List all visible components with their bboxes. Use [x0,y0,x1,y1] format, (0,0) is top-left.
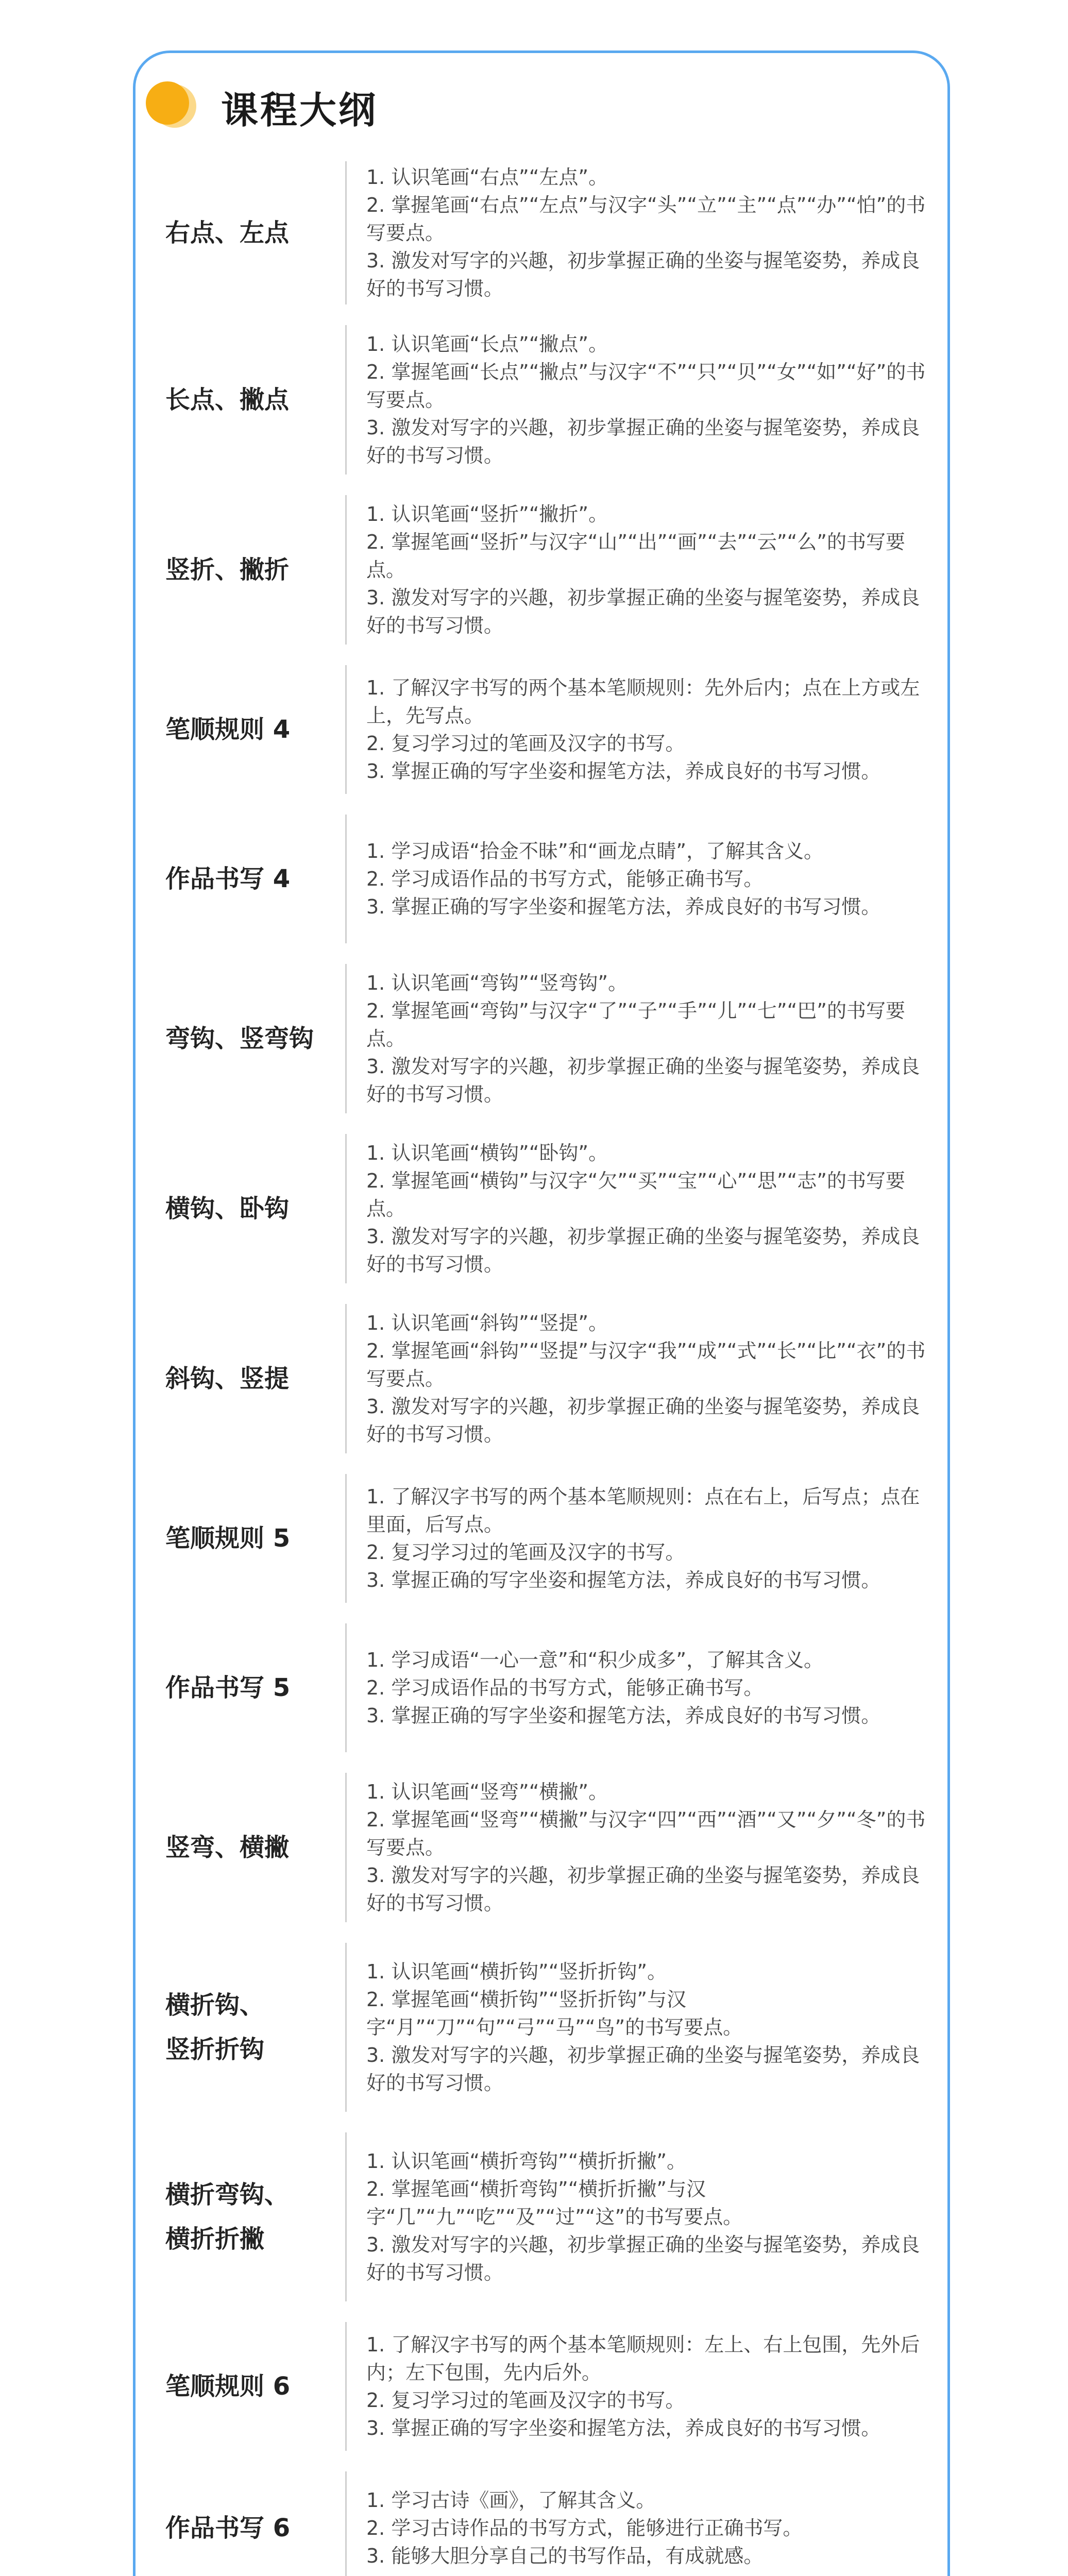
objective-line: 3. 掌握正确的写字坐姿和握笔方法，养成良好的书写习惯。 [366,1704,881,1727]
row-divider [345,1474,347,1603]
objective-line: 3. 激发对写字的兴趣，初步掌握正确的坐姿与握笔姿势，养成良好的书写习惯。 [366,249,920,300]
objective-line: 1. 学习古诗《画》，了解其含义。 [366,2489,656,2512]
syllabus-row [135,1124,947,1294]
objective-line: 2. 学习古诗作品的书写方式，能够进行正确书写。 [366,2517,803,2539]
syllabus-row [135,2461,947,2576]
objective-line: 2. 掌握笔画“竖折”与汉字“山”“出”“画”“去”“云”“么”的书写要点。 [366,531,905,581]
lesson-title: 笔顺规则 5 [165,1524,291,1553]
syllabus-row [135,485,947,655]
syllabus-row [135,151,947,315]
objective-line: 1. 认识笔画“斜钩”“竖提”。 [366,1312,608,1334]
lesson-title: 作品书写 6 [165,2514,291,2543]
row-divider [345,1943,347,2112]
lesson-objectives [366,1139,938,1278]
objective-line: 1. 了解汉字书写的两个基本笔顺规则：点在右上，后写点；点在里面，后写点。 [366,1485,920,1536]
row-divider [345,161,347,304]
objective-line: 2. 掌握笔画“竖弯”“横撇”与汉字“四”“西”“酒”“又”“夕”“冬”的书写要点。 [366,1808,926,1859]
objective-line: 1. 认识笔画“弯钩”“竖弯钩”。 [366,972,628,994]
row-divider [345,815,347,943]
objective-line: 3. 掌握正确的写字坐姿和握笔方法，养成良好的书写习惯。 [366,760,881,783]
row-divider [345,964,347,1113]
row-divider [345,1623,347,1752]
row-divider [345,2471,347,2576]
objective-line: 2. 学习成语作品的书写方式，能够正确书写。 [366,1676,764,1699]
objective-line: 3. 激发对写字的兴趣，初步掌握正确的坐姿与握笔姿势，养成良好的书写习惯。 [366,2044,920,2094]
objective-line: 1. 认识笔画“横折钩”“竖折折钩”。 [366,1960,667,1983]
lesson-title: 长点、撇点 [165,385,290,414]
row-divider [345,495,347,645]
objective-line: 2. 掌握笔画“横折钩”“竖折折钩”与汉字“月”“刀”“句”“弓”“马”“鸟”的书写要点。 [366,1988,743,2039]
lesson-objectives [366,1483,938,1594]
title-dot-icon [146,81,197,133]
syllabus-card [133,50,950,2576]
lesson-title: 横折钩、 竖折折钩 [165,1991,265,2064]
lesson-objectives [366,674,938,785]
objective-line: 3. 掌握正确的写字坐姿和握笔方法，养成良好的书写习惯。 [366,1569,881,1591]
objective-line: 3. 激发对写字的兴趣，初步掌握正确的坐姿与握笔姿势，养成良好的书写习惯。 [366,1864,920,1914]
lesson-title: 竖折、撇折 [165,555,290,584]
objective-line: 1. 认识笔画“横钩”“卧钩”。 [366,1142,608,1164]
objective-line: 3. 激发对写字的兴趣，初步掌握正确的坐姿与握笔姿势，养成良好的书写习惯。 [366,1055,920,1106]
objective-line: 3. 掌握正确的写字坐姿和握笔方法，养成良好的书写习惯。 [366,2417,881,2439]
objective-line: 3. 激发对写字的兴趣，初步掌握正确的坐姿与握笔姿势，养成良好的书写习惯。 [366,586,920,637]
objective-line: 2. 掌握笔画“弯钩”与汉字“了”“子”“手”“儿”“七”“巴”的书写要点。 [366,999,905,1050]
lesson-title: 横折弯钩、 横折折撇 [165,2180,290,2253]
lesson-title: 作品书写 4 [165,865,291,893]
lesson-title: 横钩、卧钩 [165,1194,290,1223]
syllabus-row [135,1464,947,1613]
syllabus-row [135,1933,947,2122]
objective-line: 2. 掌握笔画“斜钩”“竖提”与汉字“我”“成”“式”“长”“比”“衣”的书写要点。 [366,1340,926,1390]
objective-line: 3. 激发对写字的兴趣，初步掌握正确的坐姿与握笔姿势，养成良好的书写习惯。 [366,1395,920,1446]
syllabus-row [135,1613,947,1762]
row-divider [345,2322,347,2451]
objective-line: 3. 能够大胆分享自己的书写作品，有成就感。 [366,2545,764,2567]
syllabus-row [135,1762,947,1933]
objective-line: 2. 学习成语作品的书写方式，能够正确书写。 [366,868,764,890]
objective-line: 1. 认识笔画“横折弯钩”“横折折撇”。 [366,2150,687,2173]
row-divider [345,1773,347,1922]
lesson-objectives [366,330,938,469]
objective-line: 2. 掌握笔画“长点”“撇点”与汉字“不”“只”“贝”“女”“如”“好”的书写要点。 [366,361,926,411]
objective-line: 1. 了解汉字书写的两个基本笔顺规则：左上、右上包围，先外后内；左下包围，先内后外。 [366,2333,920,2384]
lesson-objectives [366,2331,938,2442]
objective-line: 2. 复习学习过的笔画及汉字的书写。 [366,732,685,755]
lesson-title: 斜钩、竖提 [165,1364,290,1393]
lesson-objectives [366,969,938,1108]
page-title: 课程大纲 [221,89,378,132]
lesson-title: 竖弯、横撇 [165,1833,290,1862]
objective-line: 1. 了解汉字书写的两个基本笔顺规则：先外后内；点在上方或左上，先写点。 [366,676,920,727]
objective-line: 2. 掌握笔画“横钩”与汉字“欠”“买”“宝”“心”“思”“志”的书写要点。 [366,1170,905,1220]
objective-line: 2. 掌握笔画“右点”“左点”与汉字“头”“立”“主”“点”“办”“怕”的书写要点。 [366,194,926,244]
objective-line: 3. 掌握正确的写字坐姿和握笔方法，养成良好的书写习惯。 [366,895,881,918]
syllabus-row [135,315,947,485]
lesson-objectives [366,837,938,921]
lesson-objectives [366,500,938,639]
lesson-title: 弯钩、竖弯钩 [165,1024,314,1053]
row-divider [345,2132,347,2301]
objective-line: 2. 复习学习过的笔画及汉字的书写。 [366,1541,685,1564]
syllabus-row [135,804,947,954]
lesson-objectives [366,1309,938,1448]
objective-line: 1. 认识笔画“右点”“左点”。 [366,166,608,189]
lesson-objectives [366,1778,938,1917]
objective-line: 2. 掌握笔画“横折弯钩”“横折折撇”与汉字“几”“九”“吃”“及”“过”“这”的书写要点。 [366,2178,743,2228]
objective-line: 3. 激发对写字的兴趣，初步掌握正确的坐姿与握笔姿势，养成良好的书写习惯。 [366,2233,920,2284]
header [146,79,378,135]
row-divider [345,1304,347,1453]
row-divider [345,325,347,474]
lesson-objectives [366,163,938,302]
row-divider [345,1134,347,1283]
lesson-objectives [366,1958,938,2097]
syllabus-row [135,655,947,804]
row-divider [345,665,347,794]
lesson-objectives [366,2147,938,2286]
objective-line: 3. 激发对写字的兴趣，初步掌握正确的坐姿与握笔姿势，养成良好的书写习惯。 [366,1225,920,1276]
syllabus-row [135,1294,947,1464]
syllabus-row [135,2312,947,2461]
lesson-title: 右点、左点 [165,218,290,247]
objective-line: 1. 认识笔画“长点”“撇点”。 [366,333,608,355]
lesson-title: 笔顺规则 4 [165,715,291,744]
lesson-objectives [366,2486,938,2570]
lesson-title: 作品书写 5 [165,1673,291,1702]
syllabus-row [135,954,947,1124]
objective-line: 1. 认识笔画“竖折”“撇折”。 [366,503,608,526]
lesson-objectives [366,1646,938,1730]
syllabus-row [135,2122,947,2312]
objective-line: 1. 认识笔画“竖弯”“横撇”。 [366,1781,608,1803]
objective-line: 2. 复习学习过的笔画及汉字的书写。 [366,2389,685,2412]
objective-line: 1. 学习成语“一心一意”和“积少成多”，了解其含义。 [366,1649,824,1671]
lesson-title: 笔顺规则 6 [165,2372,291,2401]
objective-line: 1. 学习成语“拾金不昧”和“画龙点睛”，了解其含义。 [366,840,824,862]
objective-line: 3. 激发对写字的兴趣，初步掌握正确的坐姿与握笔姿势，养成良好的书写习惯。 [366,416,920,467]
